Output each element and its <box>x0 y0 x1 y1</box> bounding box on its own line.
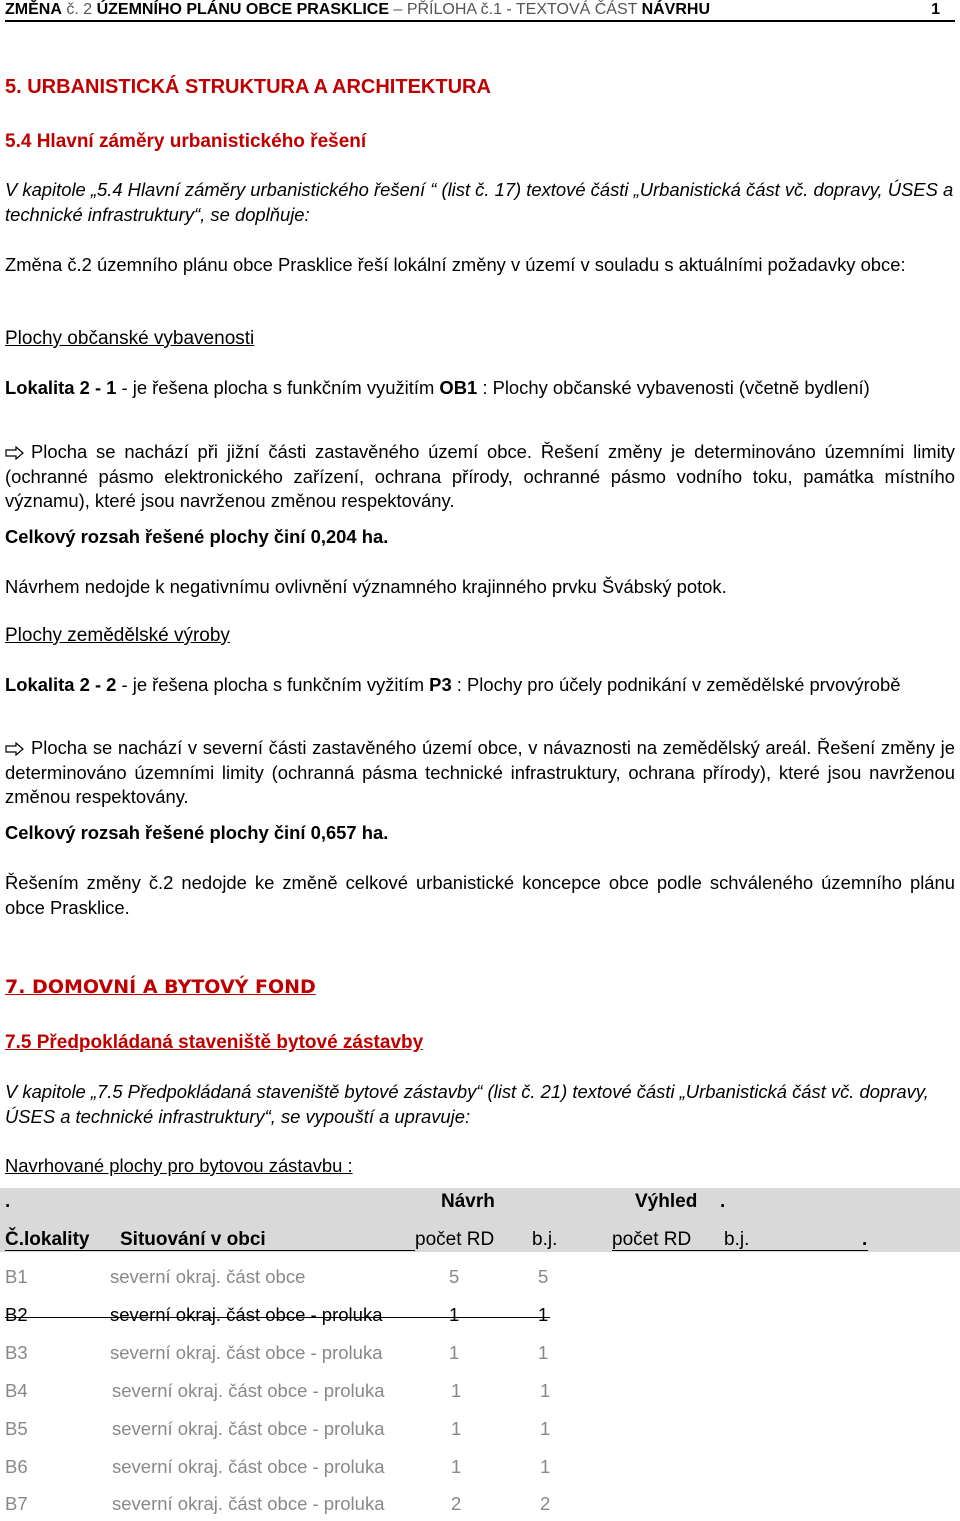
table-row <box>0 1342 960 1370</box>
header-cell: Návrh <box>441 1191 495 1212</box>
header-cell: Výhled <box>635 1191 698 1212</box>
row-bj: 2 <box>540 1493 551 1514</box>
locality-2-1 <box>5 376 955 401</box>
row-rd: 1 <box>451 1380 462 1401</box>
row-place: severní okraj. část obce - proluka <box>112 1493 385 1514</box>
header-part: č. 2 <box>61 1 97 18</box>
row-id: B6 <box>5 1456 28 1477</box>
locality-id: Lokalita 2 - 2 <box>5 674 117 695</box>
subsection-heading: 7.5 Předpokládaná staveniště bytové zástavby <box>5 1032 424 1053</box>
table-row <box>0 1418 960 1446</box>
row-id: B5 <box>5 1418 28 1439</box>
locality-2-1-total: Celkový rozsah řešené plochy činí 0,204 ha. <box>5 526 389 547</box>
civic-heading: Plochy občanské vybavenosti <box>5 328 255 349</box>
header-cell: b.j. <box>724 1229 750 1250</box>
header-cell: . <box>862 1229 868 1250</box>
header-part: ZMĚNA <box>5 1 62 18</box>
header-cell: počet RD <box>415 1229 495 1250</box>
locality-2-1-note: Návrhem nedojde k negativnímu ovlivnění významného krajinného prvku Švábský potok. <box>5 576 727 597</box>
page-number: 1 <box>931 1 940 18</box>
table-row <box>0 1456 960 1484</box>
header-part: – PŘÍLOHA č.1 - TEXTOVÁ ČÁST <box>389 1 642 18</box>
header-underline <box>5 1250 415 1251</box>
row-bj: 5 <box>538 1266 549 1287</box>
locality-text: - je řešena plocha s funkčním vyžitím <box>116 674 430 695</box>
row-rd: 1 <box>451 1418 462 1439</box>
row-place: severní okraj. část obce - proluka <box>110 1342 383 1363</box>
header-cell: Situování v obci <box>120 1229 266 1250</box>
row-rd: 1 <box>449 1304 460 1325</box>
locality-2-2 <box>5 673 955 698</box>
locality-code: OB1 <box>439 377 478 398</box>
row-place: severní okraj. část obce - proluka <box>110 1304 383 1325</box>
row-place: severní okraj. část obce - proluka <box>112 1418 385 1439</box>
locality-2-1-detail <box>5 440 955 514</box>
row-rd: 2 <box>451 1493 462 1514</box>
row-bj: 1 <box>538 1304 549 1325</box>
row-rd: 5 <box>449 1266 460 1287</box>
table-row <box>0 1493 960 1521</box>
agri-heading: Plochy zemědělské výroby <box>5 625 230 646</box>
section-heading: 5. URBANISTICKÁ STRUKTURA A ARCHITEKTURA <box>5 76 491 98</box>
row-id: B1 <box>5 1266 28 1287</box>
change-paragraph: Změna č.2 územního plánu obce Prasklice řeší lokální změny v území v souladu s aktuálními požadavky obce: <box>5 254 906 275</box>
arrow-right-icon <box>5 742 31 756</box>
detail-text: Plocha se nachází při jižní části zastavěného území obce. Řešení změny je determinováno územními limity (ochranné pásmo elektronického zařízení, ochrana přírody, ochranné pásmo vodního toku, památka místního významu), které jsou navrženou změnou respektovány. <box>5 441 955 511</box>
page-header <box>5 0 955 20</box>
header-cell: . <box>5 1191 11 1212</box>
table-row <box>0 1380 960 1408</box>
table-row <box>0 1304 960 1332</box>
header-cell: Č.lokality <box>5 1229 90 1250</box>
locality-2-2-detail <box>5 736 955 810</box>
row-id: B4 <box>5 1380 28 1401</box>
table-caption: Navrhované plochy pro bytovou zástavbu : <box>5 1155 353 1176</box>
header-title <box>5 1 710 19</box>
row-place: severní okraj. část obce <box>110 1266 306 1287</box>
arrow-right-icon <box>5 446 31 460</box>
row-place: severní okraj. část obce - proluka <box>112 1380 385 1401</box>
locality-text: : Plochy pro účely podnikání v zemědělské prvovýrobě <box>451 674 901 695</box>
locality-text: : Plochy občanské vybavenosti (včetně bydlení) <box>477 377 870 398</box>
locality-text: - je řešena plocha s funkčním využitím <box>116 377 440 398</box>
row-place: severní okraj. část obce - proluka <box>112 1456 385 1477</box>
table-row <box>0 1266 960 1294</box>
table-header <box>0 1188 960 1252</box>
row-bj: 1 <box>540 1418 551 1439</box>
row-bj: 1 <box>540 1456 551 1477</box>
header-rule <box>5 20 955 22</box>
header-cell: b.j. <box>532 1229 558 1250</box>
row-rd: 1 <box>449 1342 460 1363</box>
intro-paragraph: V kapitole „5.4 Hlavní záměry urbanistického řešení “ (list č. 17) textové části „Urbanistická část vč. dopravy, ÚSES a technické infrastruktury“, se doplňuje: <box>5 179 954 225</box>
row-bj: 1 <box>538 1342 549 1363</box>
row-id: B3 <box>5 1342 28 1363</box>
conclusion-paragraph: Řešením změny č.2 nedojde ke změně celkové urbanistické koncepce obce podle schváleného územního plánu obce Prasklice. <box>5 872 955 918</box>
row-bj: 1 <box>540 1380 551 1401</box>
strikethrough-line <box>5 1317 550 1318</box>
row-id: B7 <box>5 1493 28 1514</box>
section-heading: 7. DOMOVNÍ A BYTOVÝ FOND <box>5 976 316 998</box>
locality-id: Lokalita 2 - 1 <box>5 377 117 398</box>
row-id: B2 <box>5 1304 28 1325</box>
detail-text: Plocha se nachází v severní části zastavěného území obce, v návaznosti na zemědělský areál. Řešení změny je determinováno územními limity (ochranná pásma technické infrastruktury, ochrana přírody), které jsou navrženou změnou respektovány. <box>5 737 955 807</box>
row-rd: 1 <box>451 1456 462 1477</box>
header-part: NÁVRHU <box>641 1 711 18</box>
subsection-heading: 5.4 Hlavní záměry urbanistického řešení <box>5 131 367 152</box>
locality-code: P3 <box>429 674 452 695</box>
intro-paragraph: V kapitole „7.5 Předpokládaná staveniště bytové zástavby“ (list č. 21) textové části „Urbanistická část vč. dopravy, ÚSES a technické infrastruktury“, se vypouští a upravuje: <box>5 1081 929 1127</box>
header-cell: . <box>720 1191 726 1212</box>
header-underline <box>612 1250 868 1251</box>
header-cell: počet RD <box>612 1229 692 1250</box>
locality-2-2-total: Celkový rozsah řešené plochy činí 0,657 ha. <box>5 822 389 843</box>
header-part: ÚZEMNÍHO PLÁNU OBCE PRASKLICE <box>96 1 390 18</box>
